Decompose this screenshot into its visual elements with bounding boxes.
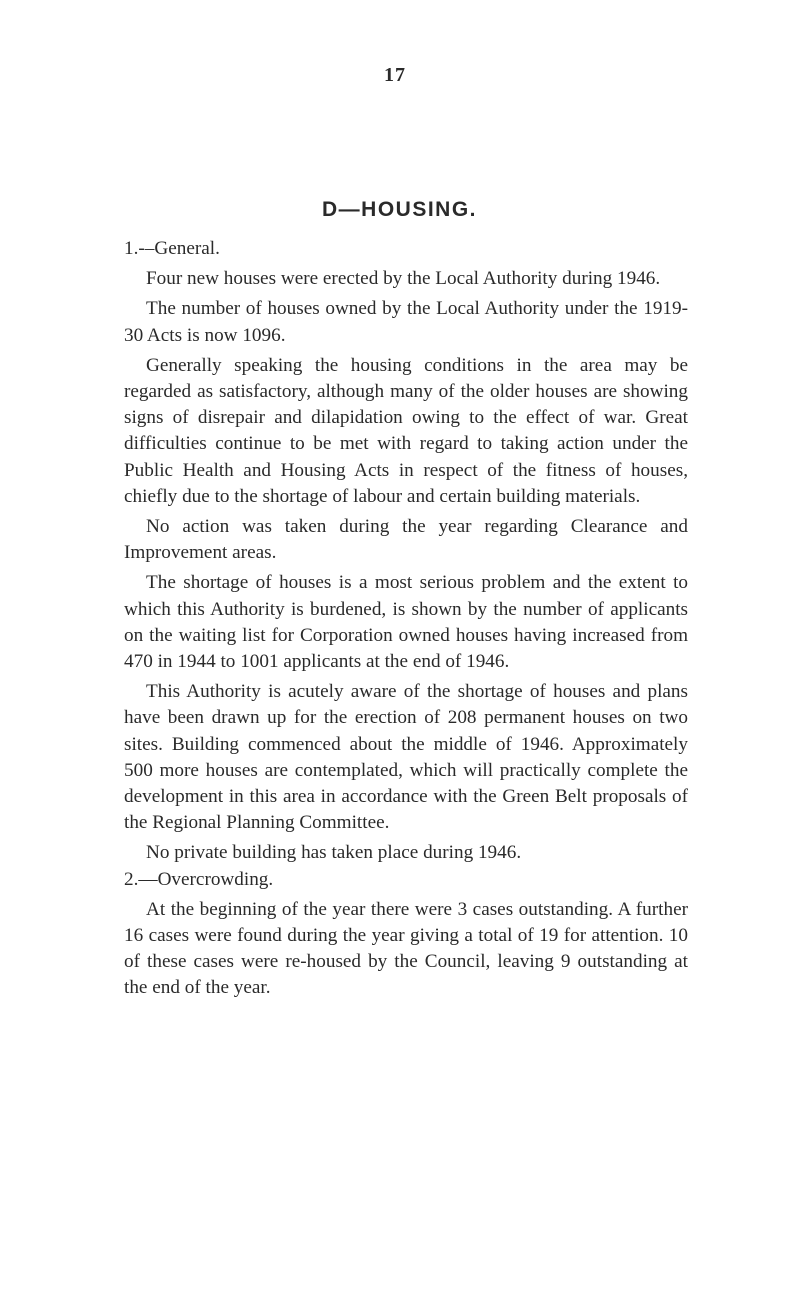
section-heading: D—HOUSING. <box>322 198 478 221</box>
paragraph: The shortage of houses is a most serious problem and the extent to which this Authority is burdened, is shown by the number of applicants on the waiting list for Corporation owned houses having increased from 470 in 1944 to 1001 applicants at the end of 1946. <box>124 572 688 673</box>
paragraph: Generally speaking the housing conditions in the area may be regarded as satisfactory, although many of the older houses are showing signs of disrepair and dilapidation owing to the effect of war. Great difficulties continue to be met with regard to taking action under the Public Health and Housing Acts in respect of the fitness of houses, chiefly due to the shortage of labour and certain building materials. <box>124 354 688 507</box>
page-number: 17 <box>384 64 406 86</box>
paragraph: At the beginning of the year there were 3 cases outstanding. A further 16 cases were found during the year giving a total of 19 for attention. 10 of these cases were re-housed by the Council, leaving 9 outstanding at the end of the year. <box>124 898 688 999</box>
paragraph: No action was taken during the year regarding Clearance and Improvement areas. <box>124 516 688 564</box>
document-body <box>124 236 688 1002</box>
paragraph: This Authority is acutely aware of the shortage of houses and plans have been drawn up for the erection of 208 permanent houses on two sites. Building commenced about the middle of 1946. Approximately 500 more houses are contemplated, which will practically complete the development in this area in accordance with the Green Belt proposals of the Regional Planning Committee. <box>124 681 688 834</box>
subsection-heading-general: 1.-–General. <box>124 238 220 259</box>
subsection-heading-overcrowding: 2.—Overcrowding. <box>124 868 274 890</box>
paragraph: Four new houses were erected by the Local Authority during 1946. <box>146 268 661 290</box>
paragraph: No private building has taken place during 1946. <box>146 842 522 864</box>
paragraph: The number of houses owned by the Local Authority under the 1919-30 Acts is now 1096. <box>124 298 688 346</box>
